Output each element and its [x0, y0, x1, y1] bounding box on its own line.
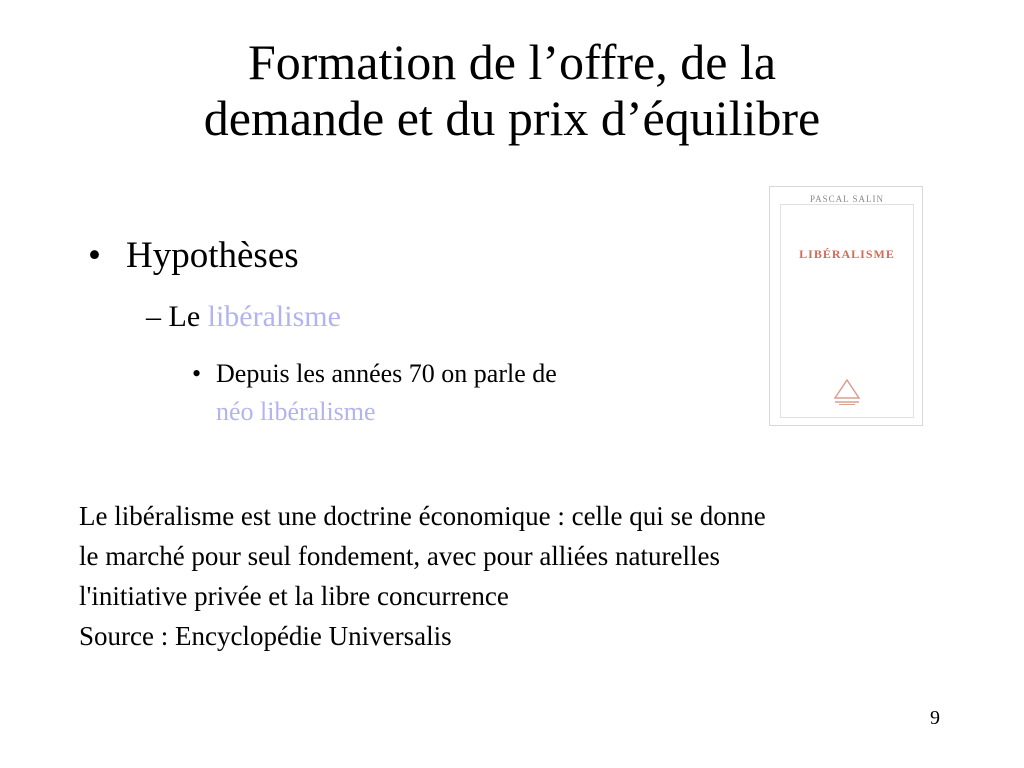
book-cover-image	[769, 186, 923, 426]
book-author: PASCAL SALIN	[770, 194, 924, 204]
publisher-logo-icon	[830, 378, 864, 406]
slide-title-line-2: demande et du prix d’équilibre	[203, 90, 821, 146]
bullet-liberalisme	[146, 298, 341, 336]
bullet-neo-liberalisme	[192, 355, 557, 431]
bullet-hypotheses-text: Hypothèses	[126, 235, 299, 276]
page-number: 9	[930, 707, 940, 729]
source-line: Source : Encyclopédie Universalis	[79, 621, 452, 651]
liberalisme-link[interactable]: libéralisme	[207, 300, 341, 333]
slide-title	[60, 34, 964, 146]
dash-icon: –	[146, 300, 161, 333]
bullet-hypotheses	[88, 234, 299, 278]
bullet-liberalisme-prefix: Le	[168, 300, 201, 333]
bullet-icon: •	[88, 235, 101, 276]
slide-title-line-1: Formation de l’offre, de la	[247, 34, 777, 90]
definition-line: le marché pour seul fondement, avec pour alliées naturelles	[79, 541, 720, 571]
definition-line: l'initiative privée et la libre concurrence	[79, 581, 509, 611]
bullet-icon: •	[192, 359, 202, 388]
definition-line: Le libéralisme est une doctrine économique : celle qui se donne	[79, 501, 766, 531]
bullet-neo-liberalisme-text: Depuis les années 70 on parle de	[216, 359, 557, 388]
book-title: LIBÉRALISME	[799, 247, 895, 261]
neo-liberalisme-link[interactable]: néo libéralisme	[216, 397, 376, 426]
definition-text	[79, 496, 959, 656]
